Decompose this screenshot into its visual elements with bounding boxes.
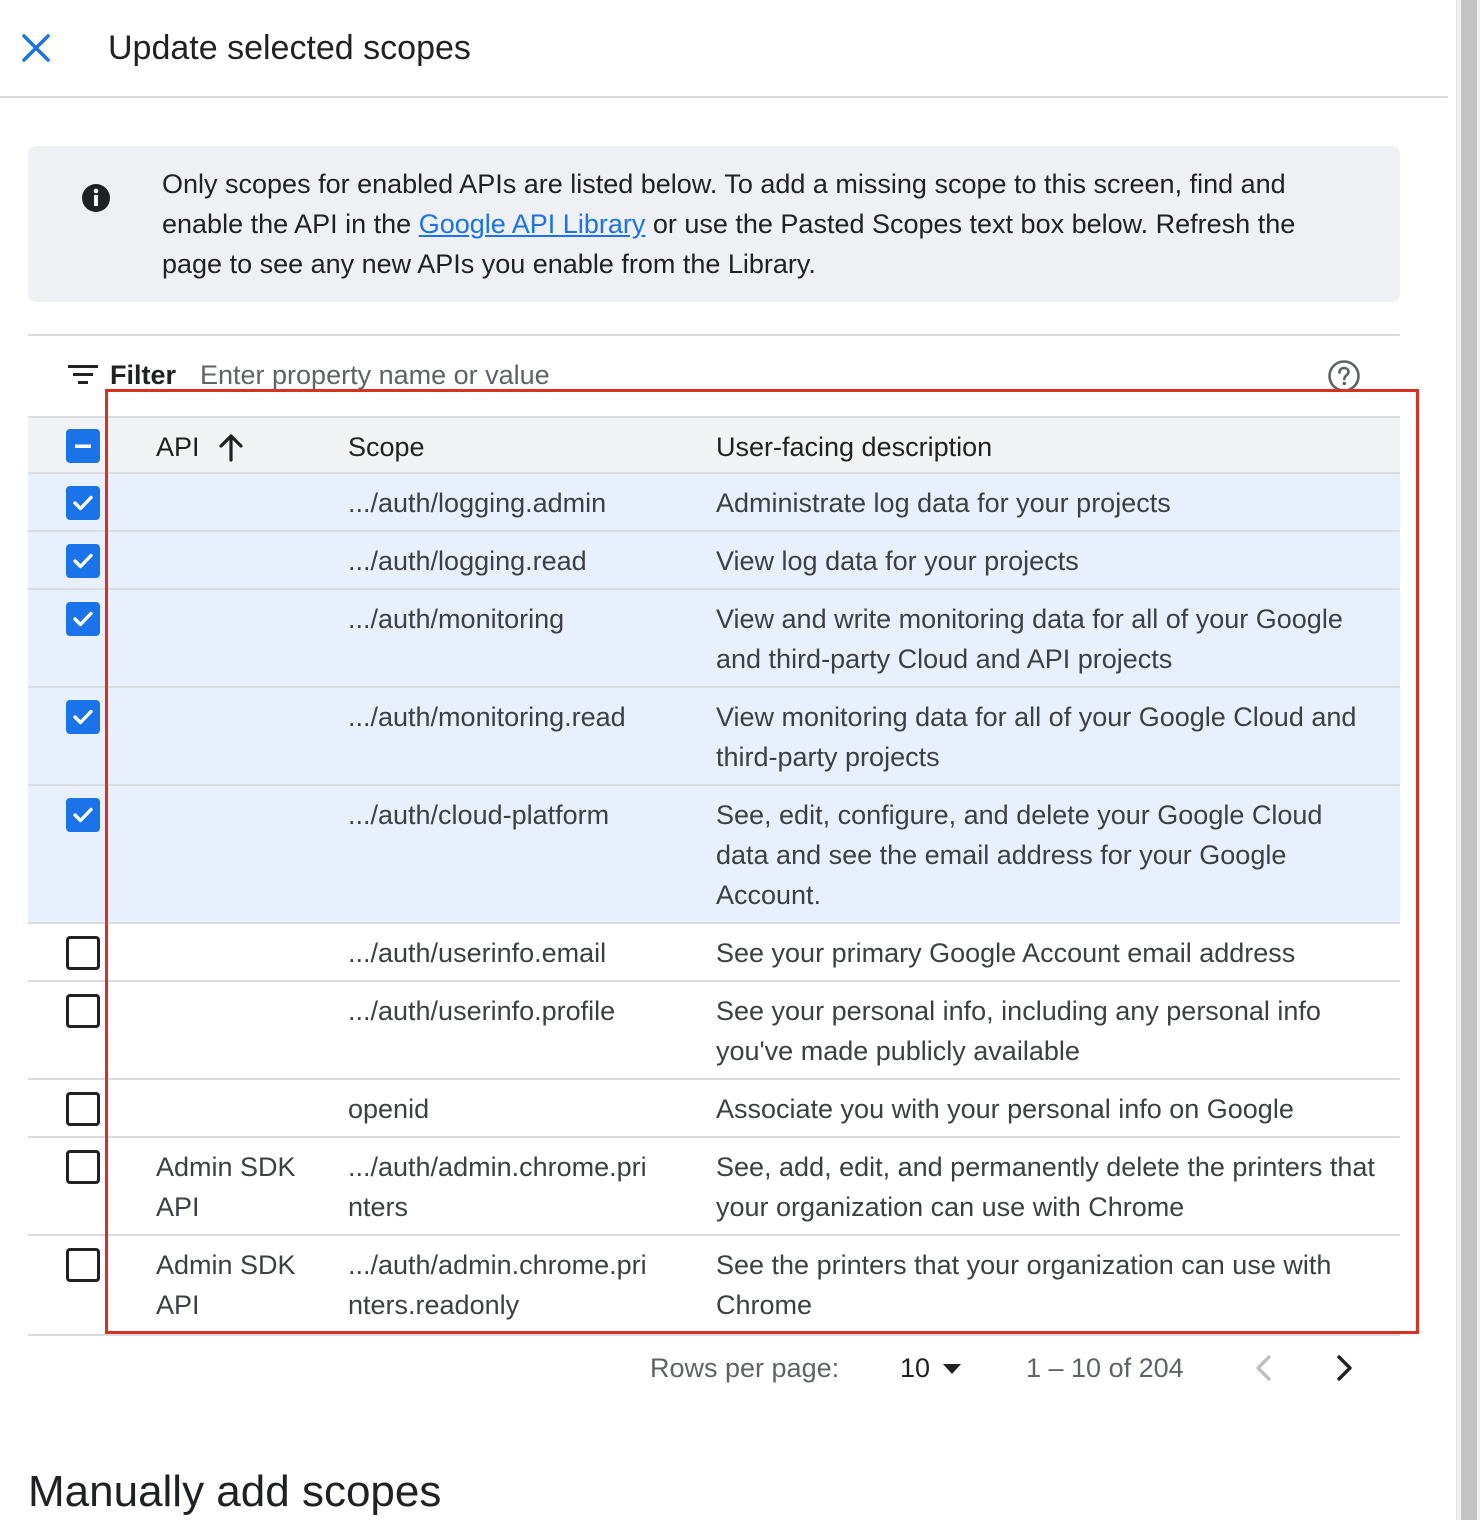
api-cell: Admin SDK API	[156, 1250, 296, 1320]
row-checkbox[interactable]	[66, 700, 100, 734]
api-cell: Admin SDK API	[156, 1152, 296, 1222]
sort-ascending-icon[interactable]	[216, 432, 246, 464]
description-cell: See your personal info, including any personal info you've made publicly available	[716, 996, 1321, 1066]
table-row[interactable]	[28, 532, 1400, 590]
table-row[interactable]	[28, 1138, 1400, 1236]
table-row[interactable]	[28, 982, 1400, 1080]
caret-down-icon[interactable]	[942, 1362, 962, 1374]
scope-cell: .../auth/logging.read	[348, 546, 587, 576]
table-row[interactable]	[28, 1080, 1400, 1138]
scope-cell: .../auth/admin.chrome.printers	[348, 1152, 647, 1222]
google-api-library-link[interactable]: Google API Library	[418, 209, 646, 239]
table-row[interactable]	[28, 590, 1400, 688]
row-checkbox[interactable]	[66, 936, 100, 970]
filter-label: Filter	[110, 360, 177, 390]
info-text-after: or use the Pasted Scopes text box below. Refresh the page to see any new APIs you enable from the Library.	[162, 209, 1296, 279]
info-text	[162, 164, 1362, 284]
chevron-left-icon[interactable]	[1246, 1350, 1282, 1386]
chevron-right-icon[interactable]	[1326, 1350, 1362, 1386]
scope-cell: openid	[348, 1094, 430, 1124]
divider	[28, 1334, 1400, 1336]
scope-cell: .../auth/monitoring.read	[348, 702, 626, 732]
scope-cell: .../auth/userinfo.email	[348, 938, 607, 968]
scope-cell: .../auth/admin.chrome.printers.readonly	[348, 1250, 647, 1320]
table-header	[28, 416, 1400, 474]
close-icon[interactable]	[16, 28, 56, 68]
scopes-table	[28, 416, 1400, 1334]
column-header-scope[interactable]: Scope	[348, 432, 425, 462]
dialog-header	[0, 0, 1448, 98]
row-checkbox[interactable]	[66, 602, 100, 636]
row-checkbox[interactable]	[66, 798, 100, 832]
description-cell: See your primary Google Account email address	[716, 938, 1296, 968]
scope-cell: .../auth/logging.admin	[348, 488, 607, 518]
table-row[interactable]	[28, 474, 1400, 532]
filter-input[interactable]	[200, 356, 1300, 394]
row-checkbox[interactable]	[66, 486, 100, 520]
description-cell: Associate you with your personal info on Google	[716, 1094, 1294, 1124]
help-icon[interactable]	[1326, 358, 1362, 394]
info-icon	[80, 182, 112, 214]
table-row[interactable]	[28, 688, 1400, 786]
row-checkbox[interactable]	[66, 1092, 100, 1126]
row-checkbox[interactable]	[66, 994, 100, 1028]
description-cell: View monitoring data for all of your Google Cloud and third-party projects	[716, 702, 1357, 772]
description-cell: View and write monitoring data for all of your Google and third-party Cloud and API projects	[716, 604, 1343, 674]
scrollbar-thumb[interactable]	[1461, 0, 1477, 1520]
description-cell: See the printers that your organization can use with Chrome	[716, 1250, 1332, 1320]
filter-icon[interactable]	[68, 362, 98, 388]
row-checkbox[interactable]	[66, 1248, 100, 1282]
rows-per-page-label: Rows per page:	[650, 1353, 840, 1383]
scope-cell: .../auth/userinfo.profile	[348, 996, 616, 1026]
row-checkbox[interactable]	[66, 544, 100, 578]
description-cell: See, edit, configure, and delete your Google Cloud data and see the email address for your Google Account.	[716, 800, 1323, 910]
column-header-description[interactable]: User-facing description	[716, 432, 993, 462]
description-cell: See, add, edit, and permanently delete the printers that your organization can use with Chrome	[716, 1152, 1375, 1222]
table-row[interactable]	[28, 924, 1400, 982]
column-header-api[interactable]: API	[156, 432, 200, 462]
scope-cell: .../auth/monitoring	[348, 604, 565, 634]
pagination-range: 1 – 10 of 204	[1026, 1353, 1184, 1383]
description-cell: View log data for your projects	[716, 546, 1079, 576]
section-title-manual-scopes: Manually add scopes	[28, 1467, 442, 1516]
description-cell: Administrate log data for your projects	[716, 488, 1171, 518]
rows-per-page-select[interactable]: 10	[900, 1353, 931, 1383]
info-text-before: Only scopes for enabled APIs are listed below. To add a missing scope to this screen, find and enable the API in the	[162, 169, 1286, 239]
row-checkbox[interactable]	[66, 1150, 100, 1184]
select-all-checkbox[interactable]	[66, 429, 100, 463]
page-title: Update selected scopes	[108, 29, 471, 67]
table-row[interactable]	[28, 786, 1400, 924]
table-row[interactable]	[28, 1236, 1400, 1334]
scope-cell: .../auth/cloud-platform	[348, 800, 610, 830]
